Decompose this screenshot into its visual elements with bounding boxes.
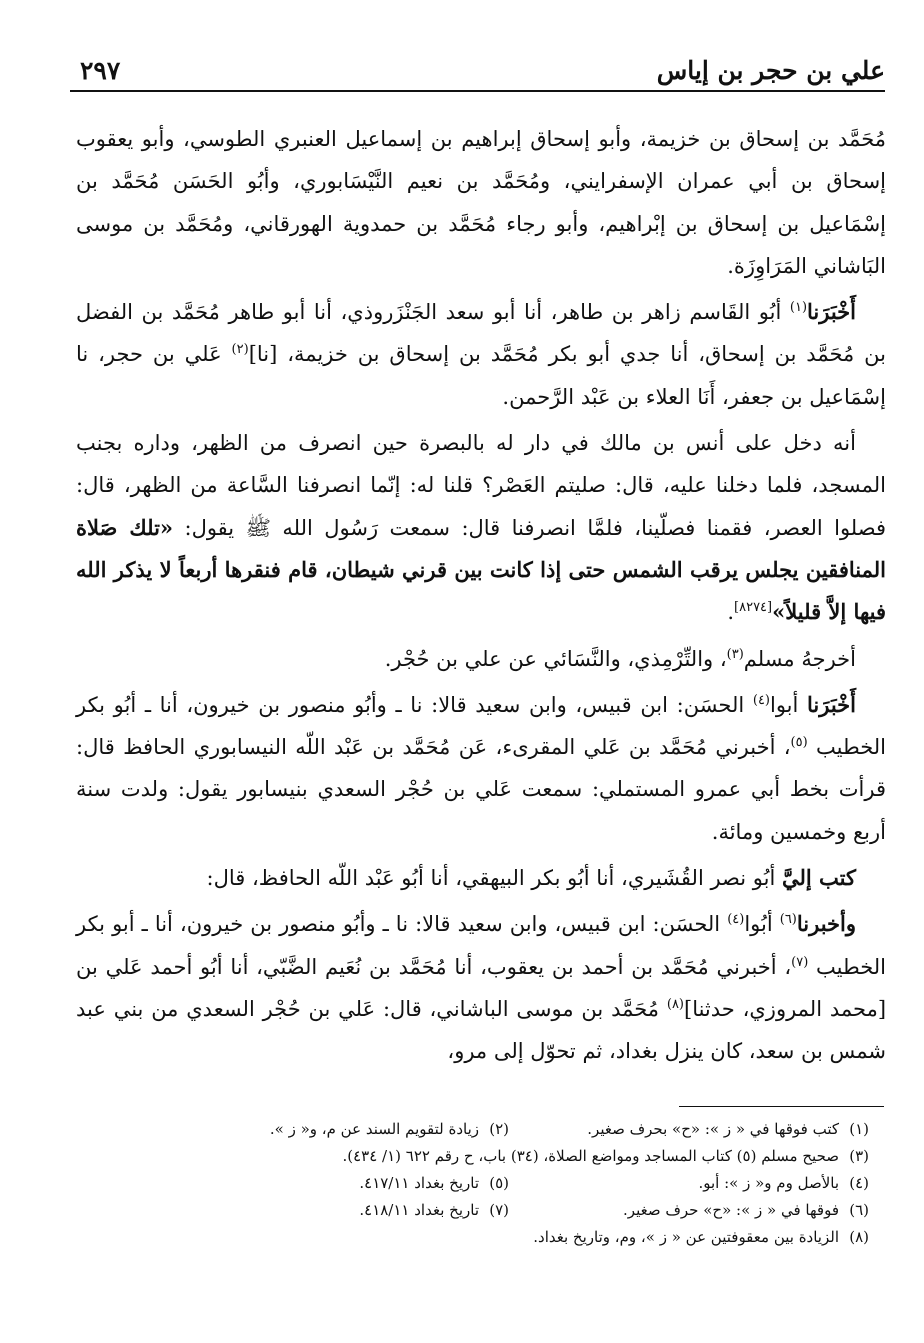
chain-lead: كتب إليَّ	[781, 865, 856, 891]
footnote: (٤)بالأصل وم و« ز »: أبو.	[698, 1174, 869, 1192]
footnote: (١)كتب فوقها في « ز »: «ح» بحرف صغير.	[587, 1120, 869, 1138]
footnote-row	[99, 1143, 869, 1170]
footnote-marker: (٥)	[790, 735, 808, 751]
footnote-row	[99, 1224, 869, 1251]
text-span: .	[727, 600, 735, 625]
footnote-marker: (٦)	[779, 912, 797, 928]
footnote: (٥)تاريخ بغداد ٤١٧/١١.	[359, 1174, 509, 1192]
text-span: أبُوا	[744, 912, 780, 937]
text-span: ، أخبرني مُحَمَّد بن عَلي المقرىء، عَن مُحَمَّد بن عَبْد اللّه النيسابوري الحافظ قال: قرأت بخط أبي عمرو المستملي: سمعت عَلي بن حُجْر السعدي بنيسابور يقول: ولدت سنة أربع وخمسين ومائة.	[76, 735, 886, 844]
footnote-marker: (٧)	[791, 954, 809, 970]
footnote-marker: (٣)	[726, 646, 744, 662]
footnote: (٢)زيادة لتقويم السند عن م، و« ز ».	[269, 1120, 509, 1138]
text-span: أبُو نصر القُشَيري، أنا أبُو بكر البيهقي، أنا أبُو عَبْد اللّه الحافظ، قال:	[206, 866, 782, 891]
footnote-row	[99, 1197, 869, 1224]
footnote-marker: (٢)	[231, 342, 249, 358]
hadith-text: «تلك صَلاة المنافقين يجلس يرقب الشمس حتى إذا كانت بين قرني شيطان، قام فنقرها أربعاً لا يذكر الله فيها إلاَّ قليلاً»	[76, 514, 886, 625]
footnote-marker: (١)	[789, 300, 808, 316]
main-text	[76, 118, 886, 1077]
paragraph	[76, 857, 886, 899]
chain-lead: أَخْبَرَنا	[807, 691, 856, 717]
paragraph	[76, 684, 886, 853]
header-rule	[70, 90, 885, 92]
paragraph	[76, 638, 886, 680]
page-header	[70, 52, 885, 92]
footnote-separator	[679, 1106, 884, 1107]
text-span: أنه دخل على أنس بن مالك في دار له بالبصرة حين انصرف من الظهر، وداره بجنب المسجد، فلما دخلنا عليه، قال: صليتم العَصْر؟ قلنا له: إنّما انصرفنا السَّاعة من الظهر، قال: فصلوا العصر، فقمنا فصلّينا، فلمَّا انصرفنا قال: سمعت رَسُول الله ﷺ يقول:	[76, 431, 886, 540]
text-span: أبُو القَاسم زاهر بن طاهر، أنا أبو سعد الجَنْزَروذي، أنا أبو طاهر مُحَمَّد بن الفضل بن مُحَمَّد بن إسحاق، أنا جدي أبو بكر مُحَمَّد بن إسحاق بن خزيمة، [نا]	[76, 300, 886, 367]
footnote-marker: (٤)	[727, 912, 745, 928]
hadith-number: [٨٢٧٤]	[734, 600, 773, 616]
footnotes	[99, 1116, 869, 1251]
text-span: أبوا	[770, 692, 808, 717]
chain-lead: أَخْبَرَنا	[807, 299, 856, 325]
paragraph	[76, 422, 886, 633]
paragraph	[76, 903, 886, 1072]
footnote: (٨)الزيادة بين معقوفتين عن « ز »، وم، وتاريخ بغداد.	[533, 1228, 869, 1246]
text-span: عَلي بن حجر، نا إسْمَاعيل بن جعفر، أَنَا العلاء بن عَبْد الرَّحمن.	[76, 342, 886, 409]
footnote-marker: (٨)	[666, 996, 684, 1012]
text-span: الحسَن: ابن قبيس، وابن سعيد قالا: نا ـ وأبُو منصور بن خيرون، أنا ـ أبو بكر الخطيب	[76, 912, 886, 979]
text-span: مُحَمَّد بن موسى الباشاني، قال: عَلي بن حُجْر السعدي من بني عبد شمس بن سعد، كان ينزل بغداد، ثم تحوّل إلى مرو،	[76, 996, 886, 1064]
footnote-row	[99, 1116, 869, 1143]
footnote: (٣)صحيح مسلم (٥) كتاب المساجد ومواضع الصلاة، (٣٤) باب، ح رقم ٦٢٢ (١/ ٤٣٤).	[342, 1147, 869, 1165]
text-span: ، أخبرني مُحَمَّد بن أحمد بن يعقوب، أنا مُحَمَّد بن نُعَيم الضَّبّي، أنا أبُو أحمد عَلي بن [محمد المروزي، حدثنا]	[76, 954, 887, 1021]
text-span: الحسَن: ابن قبيس، وابن سعيد قالا: نا ـ وأبُو منصور بن خيرون، أنا ـ أبُو بكر الخطيب	[76, 692, 886, 760]
footnote-row	[99, 1170, 869, 1197]
text-span: أخرجهُ مسلم	[743, 646, 856, 671]
paragraph: مُحَمَّد بن إسحاق بن خزيمة، وأبو إسحاق إبراهيم بن إسماعيل العنبري الطوسي، وأبو يعقوب إسحاق بن أبي عمران الإسفرايني، ومُحَمَّد بن نعيم النَّيْسَابوري، وأبُو الحَسَن مُحَمَّد بن إسْمَاعيل بن إسحاق بن إبْراهيم، وأبو رجاء مُحَمَّد بن حمدوية الهورقاني، ومُحَمَّد بن موسى البَاشاني المَرَاوِزَة.	[76, 127, 886, 278]
footnote: (٧)تاريخ بغداد ٤١٨/١١.	[359, 1201, 509, 1219]
chain-lead: وأخبرنا	[796, 911, 856, 937]
footnote: (٦)فوقها في « ز »: «ح» حرف صغير.	[623, 1201, 869, 1219]
running-title: علي بن حجر بن إياس	[656, 56, 885, 85]
paragraph	[76, 291, 886, 418]
text-span: ، والتِّرْمِذي، والنَّسَائي عن علي بن حُجْر.	[384, 646, 727, 671]
page-number: ٢٩٧	[80, 56, 121, 85]
footnote-marker: (٤)	[752, 692, 770, 708]
